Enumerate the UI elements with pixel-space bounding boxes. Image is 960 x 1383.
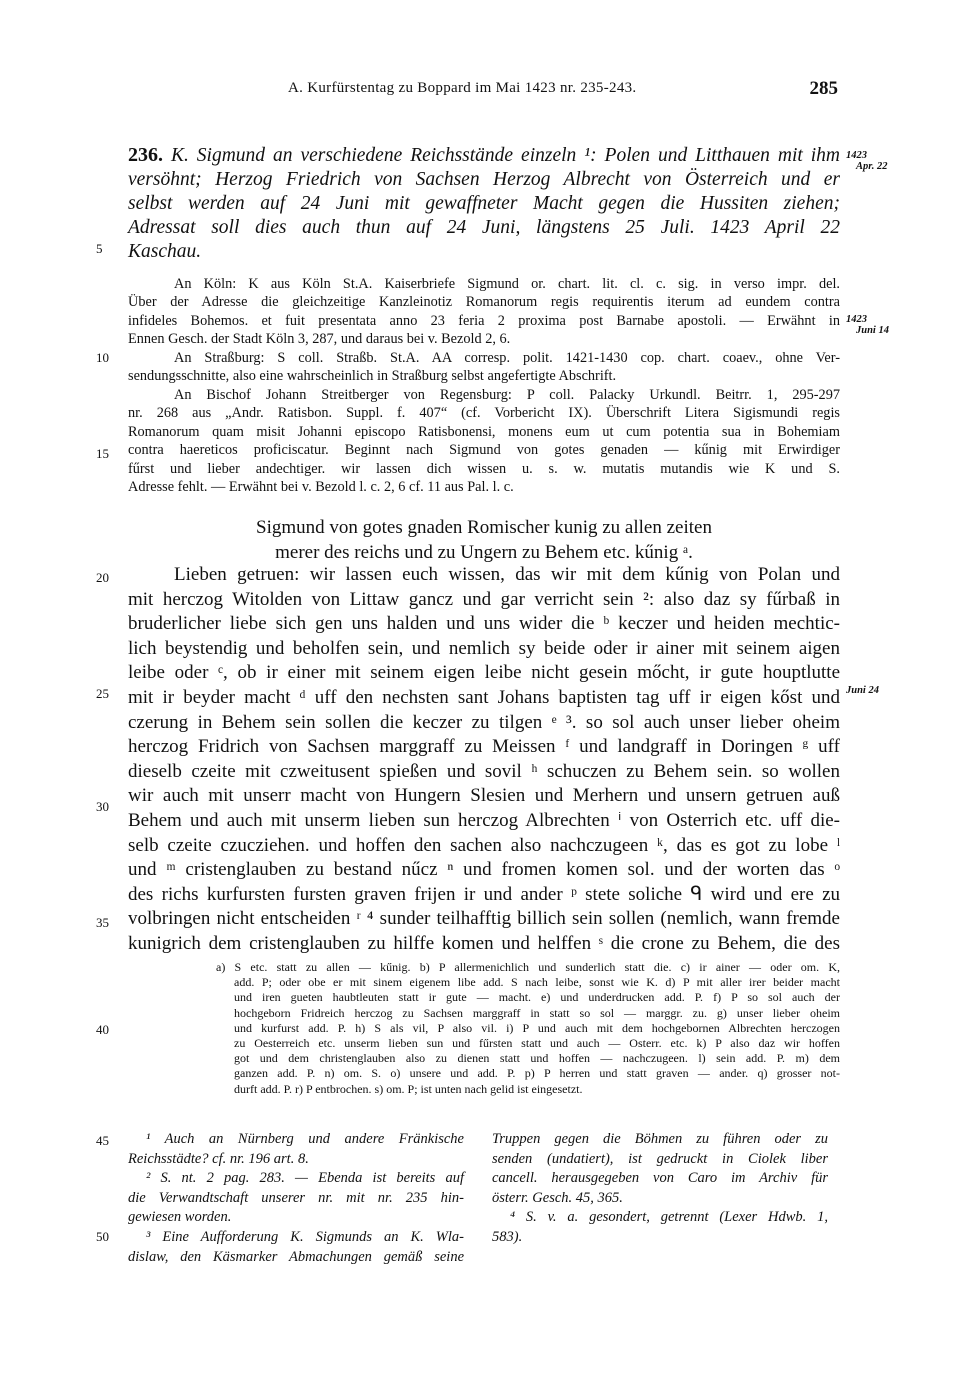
margin-date	[846, 685, 916, 696]
body-line: leibe oder ᶜ, ob ir einer mit seinem eigen leibe nicht gesein mőcht, ir gute houptlutte	[128, 662, 840, 684]
source-line: sendungsschnitte, also eine wahrscheinlich in Straßburg selbst angefertigte Abschrift.	[128, 368, 617, 385]
critical-apparatus	[216, 960, 840, 1097]
line-number: 45	[96, 1133, 109, 1148]
source-line: Romanorum quam misit Johanni episcopo Ratisbonensi, monens eum ut cum potentia sua in Bohemiam	[128, 423, 840, 440]
footnotes-left-column	[128, 1130, 464, 1267]
margin-date-year: 1423	[846, 314, 867, 325]
footnote-line: 583).	[492, 1228, 523, 1245]
body-line: dieselb czeite mit czweitusent spießen und sovil ʰ schuczen zu Behem sein. so wollen	[128, 760, 840, 782]
regest-line: selbst werden auf 24 Juni mit gewaffneter Macht gegen die Hussiten ziehen;	[128, 193, 840, 214]
margin-date-day: Juni 24	[846, 685, 879, 696]
running-head	[128, 78, 838, 100]
apparatus-line: add. P; oder obe er mit sinem eigenem libe add. S nach leibe, sonst wie K. d) P mit aller irer beider macht	[234, 975, 840, 990]
footnote-line: Reichsstädte? cf. nr. 196 art. 8.	[128, 1150, 309, 1167]
apparatus-line: ganzen add. P. n) om. S. o) unsere und add. P. p) P herren und statt graven — ander. q) grosser not-	[234, 1066, 840, 1081]
footnotes-right-column	[492, 1130, 828, 1248]
body-line: des richs kurfursten fursten graven frijen ir und ander ᵖ stete soliche ᑫ wird und ere zu	[128, 883, 840, 905]
line-number: 40	[96, 1022, 109, 1037]
page-number: 285	[809, 78, 838, 99]
line-number: 50	[96, 1229, 109, 1244]
line-number: 30	[96, 799, 109, 814]
body-line: lich beystendig und beholfen sein, und nemlich sy beide oder ir ainer mit seinem aigen	[128, 637, 840, 659]
apparatus-line: a) S etc. statt zu allen — kűnig. b) P allermenichlich und sunderlich statt die. c) ir ainer — oder om. K,	[216, 960, 840, 974]
footnote-line: Truppen gegen die Böhmen zu führen oder zu	[492, 1131, 828, 1147]
body-line: Lieben getruen: wir lassen euch wissen, das wir mit dem kűnig von Polan und	[174, 564, 840, 585]
footnote-line: cancell. herausgegeben von Caro im Archiv für	[492, 1170, 828, 1187]
source-line: An Straßburg: S coll. Straßb. St.A. AA corresp. polit. 1421-1430 cop. chart. coaev., ohne Ver-	[174, 349, 840, 366]
source-line: Adresse fehlt. — Erwähnt bei v. Bezold l. c. 2, 6 cf. 11 aus Pal. l. c.	[128, 478, 514, 495]
source-line: An Köln: K aus Köln St.A. Kaiserbriefe Sigmund or. chart. lit. cl. c. sig. in verso impr. del.	[174, 276, 840, 292]
footnote-line: ⁴ S. v. a. gesondert, getrennt (Lexer Hdwb. 1,	[510, 1209, 828, 1226]
document-regest	[128, 143, 840, 264]
source-line: nr. 268 aus „Andr. Ratisbon. Suppl. f. 407“ (cf. Vorbericht IX). Überschrift Litera Sigismundi regis	[128, 405, 840, 422]
apparatus-line: und iren gueten haubtleuten statt ir gute — macht. e) und underdrucken add. P. f) P so sol auch der	[234, 990, 840, 1005]
footnote-line: gewiesen worden.	[128, 1209, 232, 1226]
line-number: 15	[96, 446, 109, 461]
line-number: 10	[96, 350, 109, 365]
margin-date-day: Juni 14	[856, 325, 889, 336]
source-line: An Bischof Johann Streitberger von Regensburg: P coll. Palacky Urkundl. Beitrr. 1, 295-297	[174, 386, 840, 403]
apparatus-line: durft add. P. r) P entbrochen. s) om. P; ist unten nach gelid ist eingesetzt.	[234, 1081, 583, 1096]
footnote-line: österr. Gesch. 45, 365.	[492, 1189, 623, 1206]
footnote-line: senden (undatiert), ist gedruckt in Ciolek liber	[492, 1150, 828, 1167]
body-line: selb czeite czucziehen. und hoffen den sachen also nachczugeen ᵏ, das es got zu lobe ˡ	[128, 834, 840, 856]
body-line: wir auch mit unserr macht von Hungern Slesien und Merhern und unsern getruen auß	[128, 785, 840, 807]
margin-date-year: 1423	[846, 150, 867, 161]
body-line: volbringen nicht entscheiden ʳ ⁴ sunder teilhafftig billich sein sollen (nemlich, wann fremde	[128, 908, 840, 930]
line-number: 25	[96, 686, 109, 701]
document-number: 236.	[128, 144, 163, 166]
regest-line: Kaschau.	[128, 241, 202, 262]
source-line: infideles Bohemos. et fuit presentata anno 23 feria 2 proxima post Barnabe apostoli. — Erwähnt in	[128, 312, 840, 329]
salutation-line: merer des reichs und zu Ungern zu Behem etc. kűnig ᵃ.	[275, 542, 693, 563]
source-description	[128, 275, 840, 496]
footnote-line: ² S. nt. 2 pag. 283. — Ebenda ist bereits auf	[146, 1170, 464, 1187]
body-line: czerung in Behem sein sollen die keczer zu tilgen ᵉ ³. so sol auch unser lieber oheim	[128, 711, 840, 733]
footnote-line: die Verwandtschaft unserer nr. mit nr. 235 hin-	[128, 1189, 464, 1206]
letter-body	[128, 563, 840, 957]
body-line: kunigrich dem cristenglauben zu hilffe komen und helffen ˢ die crone zu Behem, die des	[128, 932, 840, 954]
body-line: mit ir beyder macht ᵈ uff den nechsten sant Johans baptisten tag uff ir eigen kőst und	[128, 686, 840, 708]
running-head-title: A. Kurfürstentag zu Boppard im Mai 1423 nr. 235-243.	[288, 80, 637, 96]
body-line: und ᵐ cristenglauben zu bestand nűcz ⁿ und fromen komen sol. und der worten das ᵒ	[128, 859, 840, 881]
line-number: 35	[96, 915, 109, 930]
apparatus-line: zu Oesterreich etc. unserm lieben sun und fűrsten statt und auch — Osterr. etc. k) P also daz wir hoffen	[234, 1036, 840, 1051]
source-line: Ennen Gesch. der Stadt Köln 3, 287, und daraus bei v. Bezold 2, 6.	[128, 331, 511, 348]
margin-date-day: Apr. 22	[856, 161, 888, 172]
source-line: fűrst und lieber andechtiger. wir lassen dich wissen u. s. w. mutatis mutandis wie K und S.	[128, 460, 840, 477]
footnote-line: ¹ Auch an Nürnberg und andere Fränkische	[146, 1131, 464, 1147]
body-line: herczog Fridrich von Sachsen marggraff zu Meissen ᶠ und landgraff in Doringen ᵍ uff	[128, 736, 840, 758]
margin-date	[846, 314, 916, 336]
letter-salutation	[128, 515, 840, 565]
footnote-line: dislaw, den Käsmarker Abmachungen gemäß seine	[128, 1248, 464, 1265]
line-number: 20	[96, 570, 109, 585]
footnote-line: ³ Eine Aufforderung K. Sigmunds an K. Wla-	[146, 1228, 464, 1245]
source-line: contra haereticos proficiscatur. Beginnt nach Sigmund von gotes genaden — kűnig mit Erwirdiger	[128, 442, 840, 459]
salutation-line: Sigmund von gotes gnaden Romischer kunig zu allen zeiten	[256, 517, 712, 538]
apparatus-line: und kurfurst add. P. h) S als vil, P also vil. i) P und auch mit dem hochgebornen Albrechten herczogen	[234, 1020, 840, 1035]
regest-line: versöhnt; Herzog Friedrich von Sachsen Herzog Albrecht von Österreich und er	[128, 169, 840, 190]
margin-date	[846, 150, 916, 172]
line-number: 5	[96, 241, 103, 256]
regest-line: Adressat soll dies auch thun auf 24 Juni, längstens 25 Juli. 1423 April 22	[128, 217, 840, 238]
body-line: mit herczog Witolden von Littaw gancz und gar verricht sein ²: also daz sy fűrbaß in	[128, 588, 840, 610]
regest-line: 236. K. Sigmund an verschiedene Reichsstände einzeln ¹: Polen und Litthauen mit ihm	[128, 144, 841, 166]
apparatus-line: got und dem christenglauben also zu dienen statt und hoffen — nachczugeen. l) sein add. P. m) dem	[234, 1051, 840, 1066]
body-line: Behem und auch mit unserm lieben sun herczog Albrechten ⁱ von Osterrich etc. uff die-	[128, 809, 840, 831]
apparatus-line: hochgeborn Fridreich herczog zu Sachsen marggraff in statt so sol — marggr. zu. g) unser lieber oheim	[234, 1005, 840, 1020]
source-line: Über der Adresse die gleichzeitige Kanzleinotiz Romanorum regis requirentis iterum ad eundem contra	[128, 294, 840, 311]
body-line: bruderlicher liebe sich gen uns halden und uns wider die ᵇ keczer und heiden mechtic-	[128, 613, 840, 635]
